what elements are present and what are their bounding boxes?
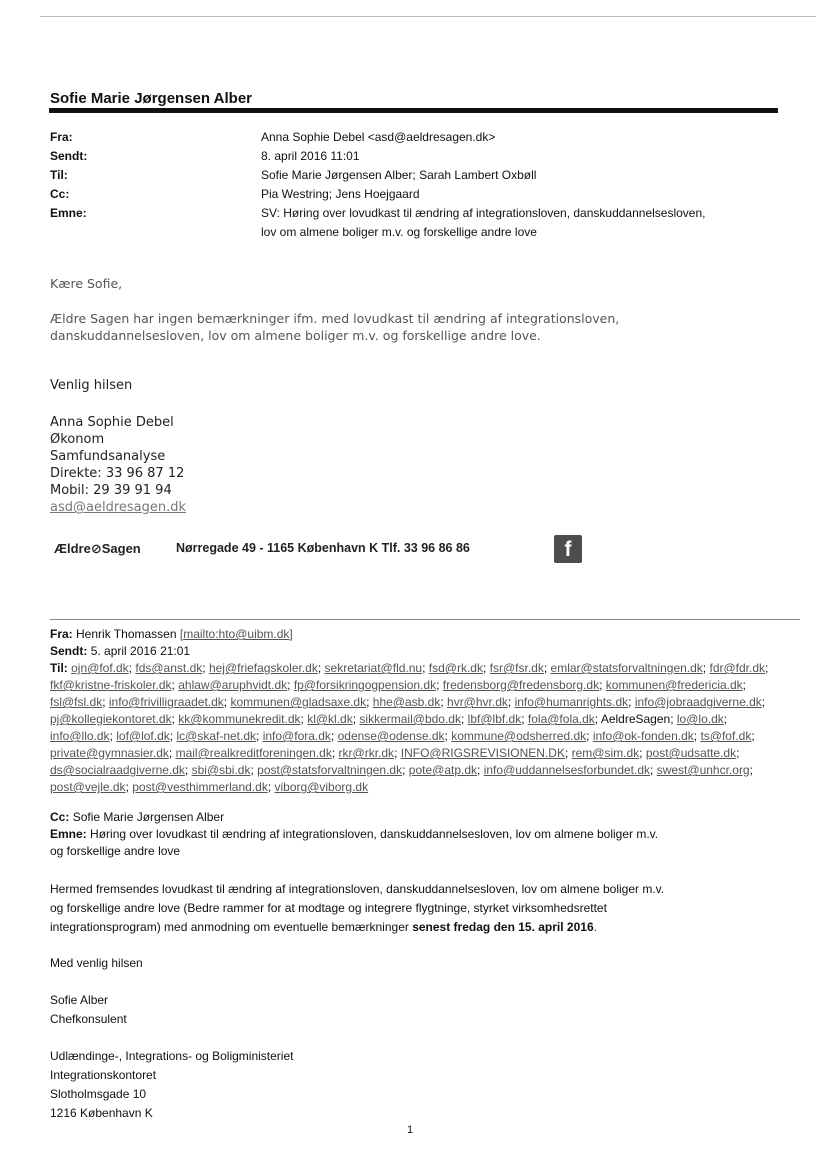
- recipient-email-link[interactable]: post@vejle.dk: [50, 780, 126, 794]
- recipient-email-link[interactable]: kommunen@gladsaxe.dk: [230, 695, 367, 709]
- to-value: Sofie Marie Jørgensen Alber; Sarah Lambert Oxbøll: [261, 168, 537, 182]
- sent-label: Sendt:: [50, 149, 88, 163]
- recipient-email-link[interactable]: ahlaw@aruphvidt.dk: [178, 678, 288, 692]
- recipient-name: AeldreSagen: [600, 712, 671, 726]
- fwd-sig-name: Sofie Alber: [50, 993, 109, 1007]
- recipient-email-link[interactable]: hvr@hvr.dk: [447, 695, 508, 709]
- fwd-body-line-2: og forskellige andre love (Bedre rammer for at modtage og integrere flygtninge, styrket virksomhedsrettet: [50, 901, 607, 915]
- recipient-email-link[interactable]: post@statsforvaltningen.dk: [257, 763, 403, 777]
- recipient-email-link[interactable]: hej@friefagskoler.dk: [208, 661, 318, 675]
- fwd-sent-label: Sendt:: [50, 644, 88, 658]
- sig-dept: Samfundsanalyse: [50, 449, 166, 464]
- fwd-subject-line-2: og forskellige andre love: [50, 844, 181, 858]
- recipient-email-link[interactable]: odense@odense.dk: [337, 729, 445, 743]
- title-bar: [49, 108, 778, 113]
- recipient-email-link[interactable]: pote@atp.dk: [408, 763, 478, 777]
- fwd-from-name: Henrik Thomassen: [76, 627, 177, 641]
- page-number: 1: [407, 1124, 414, 1136]
- fwd-org-4: 1216 København K: [50, 1106, 153, 1120]
- fwd-subject-line-1: Høring over lovudkast til ændring af integrationsloven, danskuddannelsesloven, lov om almene boliger m.v.: [90, 827, 659, 841]
- recipient-email-link[interactable]: lbf@lbf.dk: [467, 712, 522, 726]
- sig-direct-phone: Direkte: 33 96 87 12: [50, 466, 185, 481]
- subject-line-2: lov om almene boliger m.v. og forskellige andre love: [261, 225, 537, 239]
- fwd-to-label: Til:: [50, 661, 68, 675]
- subject-label: Emne:: [50, 206, 87, 220]
- fwd-body: [50, 880, 790, 937]
- recipient-email-link[interactable]: sekretariat@fld.nu: [324, 661, 423, 675]
- fwd-body-line-3-start: integrationsprogram) med anmodning om eventuelle bemærkninger: [50, 920, 413, 934]
- fwd-body-line-3-end: .: [593, 920, 597, 934]
- fwd-org-1: Udlændinge-, Integrations- og Boligministeriet: [50, 1049, 294, 1063]
- cc-value: Pia Westring; Jens Hoejgaard: [261, 187, 420, 201]
- recipient-email-link[interactable]: post@vesthimmerland.dk: [132, 780, 268, 794]
- sig-title: Økonom: [50, 432, 105, 447]
- recipient-email-link[interactable]: ts@fof.dk: [700, 729, 752, 743]
- fwd-cc-label: Cc:: [50, 810, 70, 824]
- recipient-email-link[interactable]: hhe@asb.dk: [372, 695, 441, 709]
- recipient-email-link[interactable]: private@gymnasier.dk: [50, 746, 169, 760]
- fwd-sig-title: Chefkonsulent: [50, 1012, 127, 1026]
- recipient-email-link[interactable]: ds@socialraadgiverne.dk: [50, 763, 185, 777]
- recipient-email-link[interactable]: info@humanrights.dk: [514, 695, 629, 709]
- sig-name: Anna Sophie Debel: [50, 415, 174, 430]
- sig-email-link[interactable]: asd@aeldresagen.dk: [50, 500, 187, 515]
- recipient-email-link[interactable]: info@ok-fonden.dk: [592, 729, 694, 743]
- recipient-email-link[interactable]: viborg@viborg.dk: [274, 780, 369, 794]
- fwd-subject-label: Emne:: [50, 827, 87, 841]
- recipient-email-link[interactable]: info@uddannelsesforbundet.dk: [483, 763, 651, 777]
- recipient-email-link[interactable]: rem@sim.dk: [571, 746, 640, 760]
- cc-label: Cc:: [50, 187, 70, 201]
- recipient-email-link[interactable]: kommune@odsherred.dk: [451, 729, 587, 743]
- recipient-email-link[interactable]: INFO@RIGSREVISIONEN.DK: [400, 746, 565, 760]
- reply-body-line-1: Ældre Sagen har ingen bemærkninger ifm. med lovudkast til ændring af integrationsloven,: [50, 311, 620, 326]
- recipient-email-link[interactable]: kl@kl.dk: [307, 712, 353, 726]
- org-address: Nørregade 49 - 1165 København K Tlf. 33 96 86 86: [176, 541, 470, 555]
- recipient-email-link[interactable]: pj@kollegiekontoret.dk: [50, 712, 172, 726]
- recipient-email-link[interactable]: kommunen@fredericia.dk: [605, 678, 743, 692]
- fwd-cc-row: [50, 809, 224, 826]
- recipient-email-link[interactable]: info@jobraadgiverne.dk: [634, 695, 762, 709]
- to-label: Til:: [50, 168, 68, 182]
- recipient-email-link[interactable]: fkf@kristne-friskoler.dk: [50, 678, 172, 692]
- fwd-from-label: Fra:: [50, 627, 73, 641]
- recipient-email-link[interactable]: info@fora.dk: [262, 729, 331, 743]
- fwd-sent-value: 5. april 2016 21:01: [90, 644, 191, 658]
- recipient-email-link[interactable]: sikkermail@bdo.dk: [359, 712, 461, 726]
- sig-mobile-phone: Mobil: 29 39 91 94: [50, 483, 172, 498]
- recipient-email-link[interactable]: sbi@sbi.dk: [191, 763, 251, 777]
- fwd-from-row: [50, 626, 293, 643]
- recipient-email-link[interactable]: fsr@fsr.dk: [489, 661, 544, 675]
- fwd-org-2: Integrationskontoret: [50, 1068, 157, 1082]
- fwd-org-3: Slotholmsgade 10: [50, 1087, 147, 1101]
- subject-value: [261, 204, 781, 242]
- recipient-email-link[interactable]: fds@anst.dk: [135, 661, 203, 675]
- recipient-email-link[interactable]: fdr@fdr.dk: [709, 661, 766, 675]
- recipient-email-link[interactable]: info@llo.dk: [50, 729, 110, 743]
- page-title: Sofie Marie Jørgensen Alber: [50, 90, 253, 107]
- from-value: Anna Sophie Debel <asd@aeldresagen.dk>: [261, 130, 496, 144]
- reply-body-line-2: danskuddannelsesloven, lov om almene boliger m.v. og forskellige andre love.: [50, 328, 541, 343]
- fwd-deadline: senest fredag den 15. april 2016: [412, 920, 594, 934]
- recipient-email-link[interactable]: info@frivilligraadet.dk: [108, 695, 224, 709]
- recipient-email-link[interactable]: mail@realkreditforeningen.dk: [175, 746, 332, 760]
- subject-line-1: SV: Høring over lovudkast til ændring af integrationsloven, danskuddannelsesloven,: [261, 206, 706, 220]
- recipient-email-link[interactable]: lo@lo.dk: [676, 712, 724, 726]
- fwd-closing: Med venlig hilsen: [50, 956, 143, 970]
- recipient-email-link[interactable]: kk@kommunekredit.dk: [178, 712, 301, 726]
- fwd-body-line-1: Hermed fremsendes lovudkast til ændring af integrationsloven, danskuddannelsesloven, lov om almene boliger m.v.: [50, 882, 665, 896]
- recipient-email-link[interactable]: lof@lof.dk: [116, 729, 170, 743]
- recipient-email-link[interactable]: fredensborg@fredensborg.dk: [442, 678, 600, 692]
- from-label: Fra:: [50, 130, 73, 144]
- recipient-email-link[interactable]: fsd@rk.dk: [428, 661, 483, 675]
- recipient-email-link[interactable]: lc@skaf-net.dk: [176, 729, 257, 743]
- fwd-cc-value: Sofie Marie Jørgensen Alber: [72, 810, 225, 824]
- recipient-email-link[interactable]: emlar@statsforvaltningen.dk: [550, 661, 703, 675]
- recipient-email-link[interactable]: rkr@rkr.dk: [338, 746, 395, 760]
- recipient-email-link[interactable]: swest@unhcr.org: [656, 763, 750, 777]
- sent-value: 8. april 2016 11:01: [261, 149, 360, 163]
- fwd-body-line-3: [50, 918, 790, 937]
- top-rule: [40, 16, 816, 17]
- recipient-email-link[interactable]: ojn@fof.dk: [71, 661, 129, 675]
- fwd-sent-row: [50, 643, 190, 660]
- fwd-recipients: Til: ojn@fof.dk; fds@anst.dk; hej@friefagskoler.dk; sekretariat@fld.nu; fsd@rk.dk; fsr@fsr.dk; emlar@statsforvaltningen.dk; fdr@fdr.dk; fkf@kristne-friskoler.dk; ahlaw@aruphvidt.dk; fp@forsikringogpension.dk; fredensborg@fredensborg.dk; kommunen@fredericia.dk; fsl@fsl.dk; info@frivilligraadet.dk; kommunen@gladsaxe.dk; hhe@asb.dk; hvr@hvr.dk; info@humanrights.dk; info@jobraadgiverne.dk; pj@kollegiekontoret.dk; kk@kommunekredit.dk; kl@kl.dk; sikkermail@bdo.dk; lbf@lbf.dk; fola@fola.dk; AeldreSagen; lo@lo.dk; info@llo.dk; lof@lof.dk; lc@skaf-net.dk; info@fora.dk; odense@odense.dk; kommune@odsherred.dk; info@ok-fonden.dk; ts@fof.dk; private@gymnasier.dk; mail@realkreditforeningen.dk; rkr@rkr.dk; INFO@RIGSREVISIONEN.DK; rem@sim.dk; post@udsatte.dk; ds@socialraadgiverne.dk; sbi@sbi.dk; post@statsforvaltningen.dk; pote@atp.dk; info@uddannelsesforbundet.dk; swest@unhcr.org; post@vejle.dk; post@vesthimmerland.dk; viborg@viborg.dk: [50, 661, 769, 794]
- facebook-icon[interactable]: f: [554, 535, 582, 563]
- recipient-email-link[interactable]: fp@forsikringogpension.dk: [293, 678, 437, 692]
- greeting: Kære Sofie,: [50, 276, 123, 291]
- aeldresagen-logo: Ældre⊘Sagen: [54, 541, 141, 556]
- reply-closing: Venlig hilsen: [50, 378, 133, 393]
- recipient-email-link[interactable]: fsl@fsl.dk: [50, 695, 103, 709]
- forward-separator: [50, 619, 800, 620]
- recipient-email-link[interactable]: fola@fola.dk: [527, 712, 595, 726]
- recipient-email-link[interactable]: post@udsatte.dk: [645, 746, 737, 760]
- fwd-from-mailto-link[interactable]: [mailto:hto@uibm.dk]: [179, 627, 293, 641]
- fwd-subject-row: [50, 826, 658, 843]
